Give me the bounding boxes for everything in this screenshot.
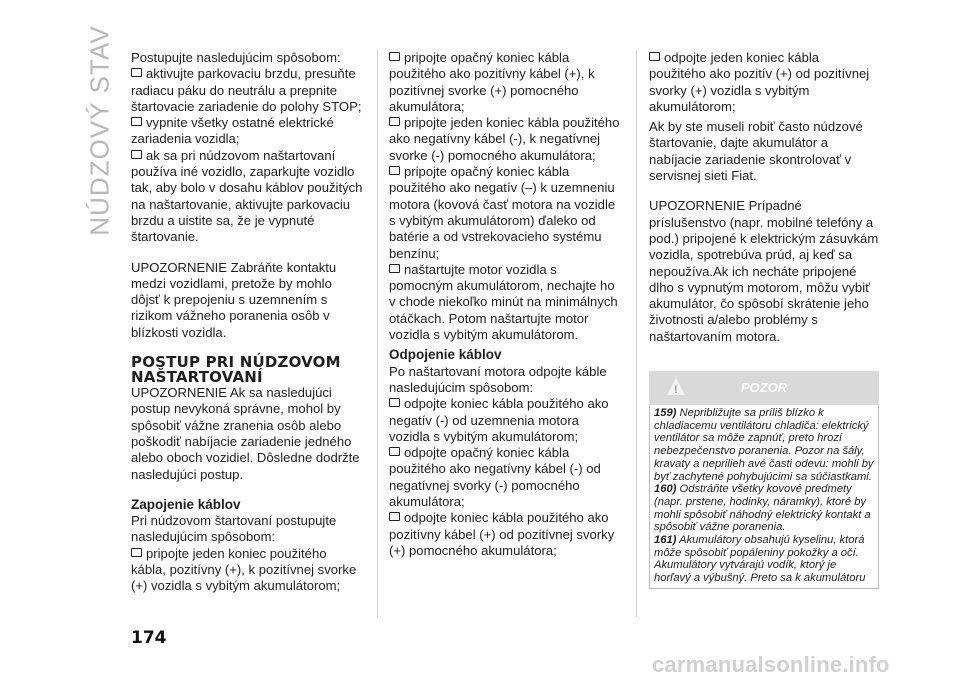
checkbox-bullet-icon <box>131 68 142 77</box>
checkbox-bullet-icon <box>389 264 400 273</box>
warning-box-body <box>649 405 879 589</box>
heading-paragraph: UPOZORNENIE Ak sa nasledujúci postup nevykoná správne, mohol by spôsobiť vážne zranenia osôb alebo poškodiť nabíjacie zariadenie jedného alebo oboch vozidiel. Dôsledne dodržte nasledujúci postup. <box>131 385 360 482</box>
warning-paragraph: UPOZORNENIE Zabráňte kontaktu medzi vozidlami, pretože by mohlo dôjsť k prepojeniu s uzemnením s rizikom vážneho poranenia osôb v blízkosti vozidla. <box>131 259 337 340</box>
checkbox-bullet-icon <box>389 512 400 521</box>
list-item: odpojte jeden koniec kábla použitého ako pozitív (+) od pozitívnej svorky (+) vozidla s vybitým akumulátorom; <box>649 50 870 114</box>
paragraph: Ak by ste museli robiť často núdzové štartovanie, dajte akumulátor a nabíjacie zariadenie skontrolovať v servisnej sieti Fiat. <box>649 119 863 184</box>
checkbox-bullet-icon <box>649 52 660 61</box>
sub-intro-text: Po naštartovaní motora odpojte káble nasledujúcim spôsobom: <box>389 363 607 395</box>
warning-box-header: ! POZOR <box>649 371 879 405</box>
subheading: Odpojenie káblov <box>389 347 502 363</box>
subheading: Zapojenie káblov <box>131 496 241 512</box>
checkbox-bullet-icon <box>131 548 142 557</box>
column-divider <box>377 50 378 617</box>
warning-item: 160) Odstráňte všetky kovové predmety (napr. prstene, hodinky, náramky), ktoré by mohli spôsobiť náhodný elektrický kontakt a spôsobiť vážne poranenia. <box>654 483 871 534</box>
list-item: naštartujte motor vozidla s pomocným akumulátorom, nechajte ho v chode niekoľko minút na minimálnych otáčkach. Potom naštartujte motor vozidla s vybitým akumulátorom. <box>389 261 618 343</box>
column-2 <box>389 50 621 559</box>
page-number: 174 <box>131 628 167 648</box>
watermark: carmanualsonline.info <box>652 652 890 677</box>
section-heading: POSTUP PRI NÚDZOVOM NAŠTARTOVANÍ <box>131 353 341 387</box>
list-item: odpojte koniec kábla použitého ako negatív (-) od uzemnenia motora vozidla s vybitým akumulátorom; <box>389 396 609 444</box>
checkbox-bullet-icon <box>389 52 400 61</box>
checkbox-bullet-icon <box>389 447 400 456</box>
list-item: pripojte opačný koniec kábla použitého ako negatív (–) k uzemneniu motora (kovová časť motora na vozidle s vybitým akumulátorom) ďaleko od batérie a od vstrekovacieho systému benzínu; <box>389 164 616 261</box>
section-side-title <box>80 24 120 236</box>
checkbox-bullet-icon <box>131 150 142 159</box>
checkbox-bullet-icon <box>389 166 400 175</box>
warning-title: POZOR <box>740 380 788 396</box>
list-item: aktivujte parkovaciu brzdu, presuňte radiacu páku do neutrálu a prepnite štartovacie zariadenie do polohy STOP; <box>131 66 362 114</box>
list-item: odpojte opačný koniec kábla použitého ako negatívny kábel (-) od negatívnej svorky (-) pomocného akumulátora; <box>389 445 601 510</box>
checkbox-bullet-icon <box>389 398 400 407</box>
notice-paragraph: UPOZORNENIE Prípadné príslušenstvo (napr. mobilné telefóny a pod.) pripojené k elektrickým zásuvkám vozidla, spotrebúva prúd, aj keď sa nepoužíva.Ak ich necháte pripojené dlho s vypnutým motorom, môžu vybiť akumulátor, čo spôsobí skrátenie jeho životnosti a/alebo problémy s naštartovaním motora. <box>649 198 879 344</box>
column-3 <box>649 50 879 589</box>
sub-intro-text: Pri núdzovom štartovaní postupujte nasledujúcim spôsobom: <box>131 513 337 545</box>
warning-item: 161) Akumulátory obsahujú kyselinu, ktorá môže spôsobiť popáleniny pokožky a očí. Akumulátory vytvárajú vodík, ktorý je horľavý a výbušný. Preto sa k akumulátoru <box>654 534 866 585</box>
list-item: ak sa pri núdzovom naštartovaní používa iné vozidlo, zaparkujte vozidlo tak, aby bolo v dosahu káblov použitých na naštartovanie, aktivujte parkovaciu brzdu a uistite sa, že je vypnuté štartovanie. <box>131 147 363 245</box>
column-1 <box>131 50 363 595</box>
list-item: pripojte opačný koniec kábla použitého ako pozitívny kábel (+), k pozitívnej svorke (+) pomocného akumulátora; <box>389 50 595 114</box>
intro-text: Postupujte nasledujúcim spôsobom: <box>131 50 341 65</box>
list-item: vypnite všetky ostatné elektrické zariadenia vozidla; <box>131 115 334 147</box>
warning-item: 159) Nepribližujte sa príliš blízko k chladiacemu ventilátoru chladiča: elektrický ventilátor sa môže zapnúť, preto hrozí nebezpečenstvo poranenia. Pozor na šály, kravaty a neprilieh avé časti odevu: mohli by byť zachytené pohybujúcimi sa súčiastkami. <box>654 407 874 483</box>
list-item: pripojte jeden koniec kábla použitého ako negatívny kábel (-), k negatívnej svorke (-) pomocného akumulátora; <box>389 115 620 163</box>
checkbox-bullet-icon <box>389 117 400 126</box>
section-side-title-text: NÚDZOVÝ STAV <box>84 24 115 236</box>
list-item: pripojte jeden koniec použitého kábla, pozitívny (+), k pozitívnej svorke (+) vozidla s vybitým akumulátorom; <box>131 545 357 594</box>
checkbox-bullet-icon <box>131 117 142 126</box>
list-item: odpojte koniec kábla použitého ako pozitívny kábel (+) od pozitívnej svorky (+) pomocného akumulátora; <box>389 510 615 558</box>
column-divider <box>636 50 637 617</box>
